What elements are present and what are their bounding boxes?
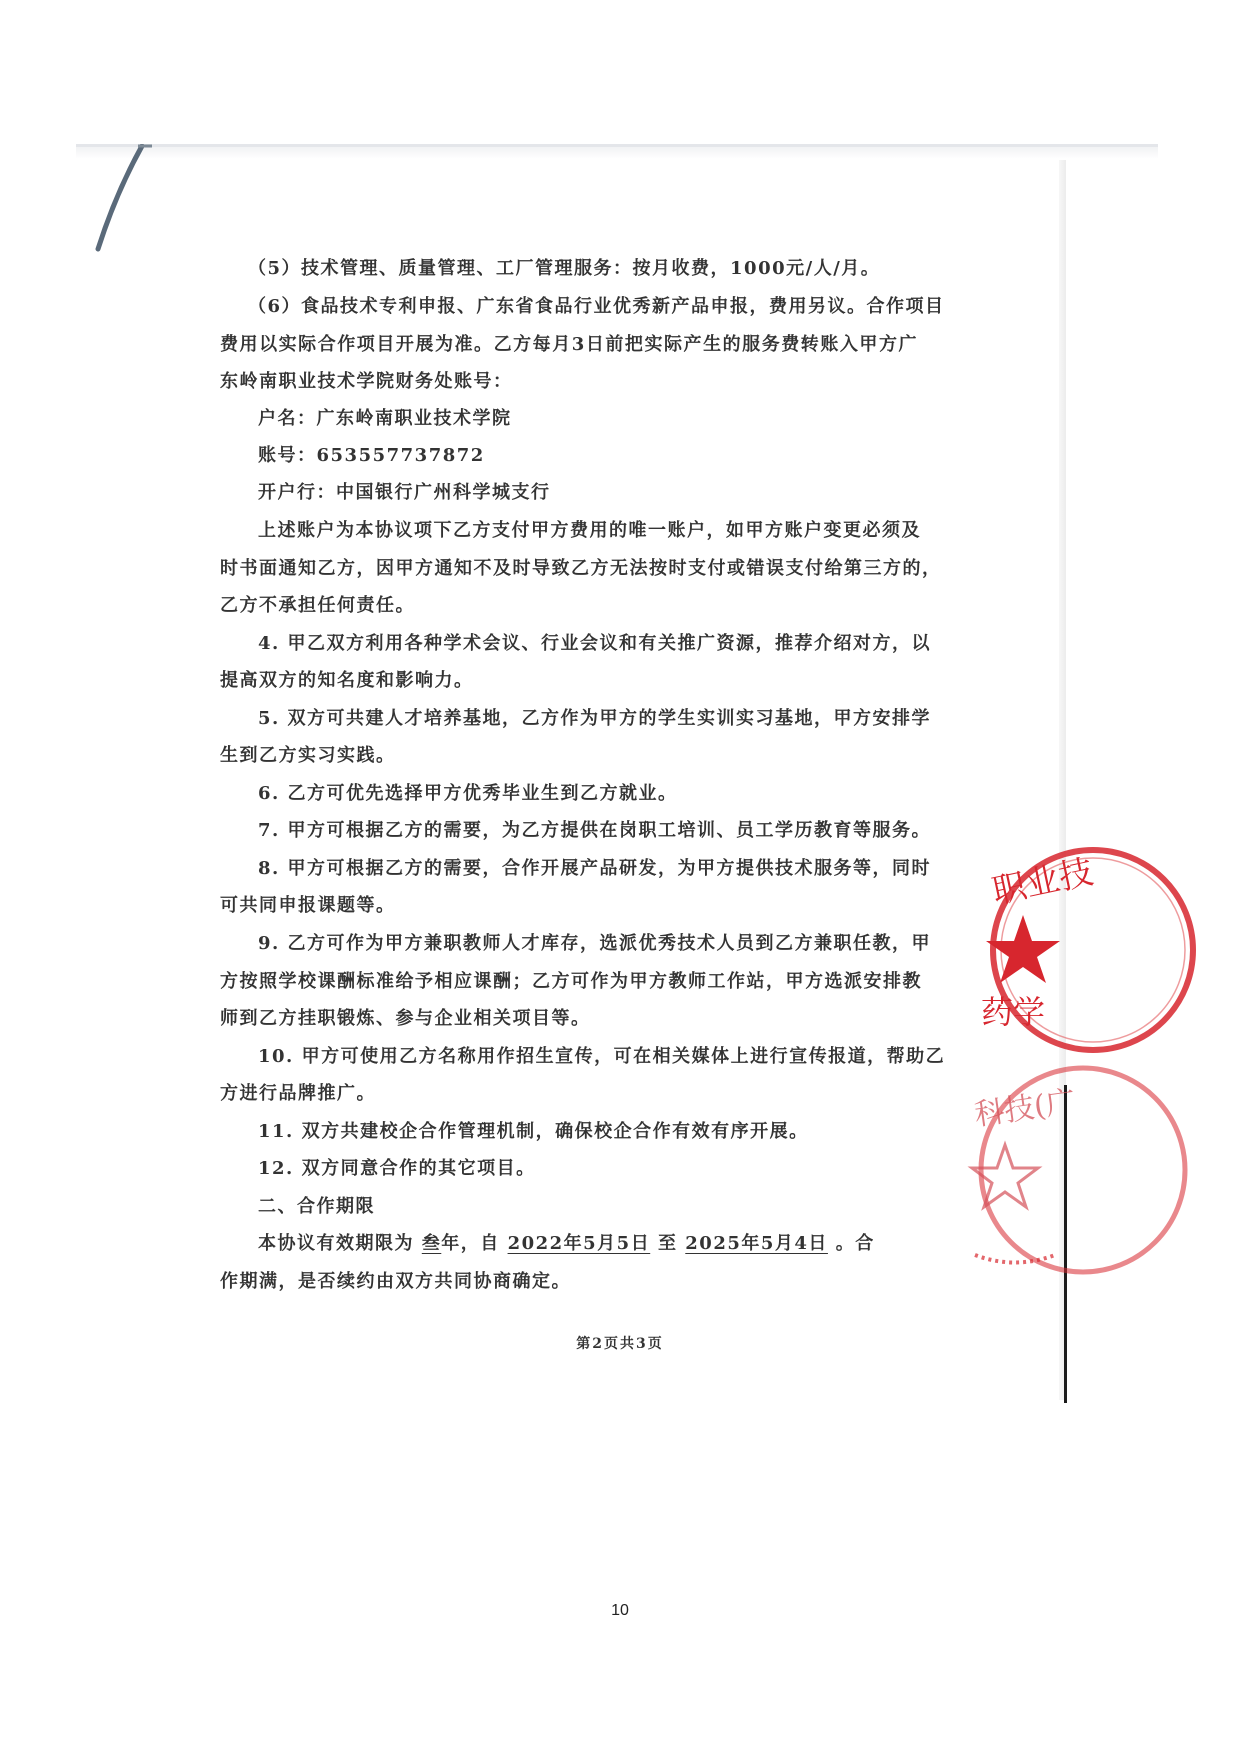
text-line: 时书面通知乙方，因甲方通知不及时导致乙方无法按时支付或错误支付给第三方的，: [220, 558, 942, 579]
text-line: 9. 乙方可作为甲方兼职教师人才库存，选派优秀技术人员到乙方兼职任教，甲: [258, 933, 932, 954]
term-suffix: 。合: [835, 1233, 875, 1254]
section-heading: 二、合作期限: [258, 1196, 375, 1217]
college-seal: [975, 845, 1097, 1055]
text-line: （6）食品技术专利申报、广东省食品行业优秀新产品申报，费用另议。合作项目: [248, 296, 945, 317]
text-line: 可共同申报课题等。: [220, 895, 396, 916]
text-line: （5）技术管理、质量管理、工厂管理服务：按月收费，1000元/人/月。: [248, 258, 881, 279]
text-line: 账号：653557737872: [258, 445, 485, 466]
text-line: 费用以实际合作项目开展为准。乙方每月3日前把实际产生的服务费转账入甲方广: [220, 334, 918, 355]
text-line: 10. 甲方可使用乙方名称用作招生宣传，可在相关媒体上进行宣传报道，帮助乙: [258, 1046, 946, 1067]
term-start-date: 2022年5月5日: [507, 1233, 651, 1254]
term-mid2: 至: [658, 1233, 678, 1254]
term-mid1: 年，自: [441, 1233, 500, 1254]
text-line: 方进行品牌推广。: [220, 1083, 376, 1104]
text-line: 12. 双方同意合作的其它项目。: [258, 1158, 536, 1179]
text-line: 方按照学校课酬标准给予相应课酬；乙方可作为甲方教师工作站，甲方选派安排教: [220, 971, 922, 992]
document-page-footer: 第2页共3页: [576, 1336, 664, 1352]
term-prefix: 本协议有效期限为: [258, 1233, 414, 1254]
text-line: 东岭南职业技术学院财务处账号：: [220, 371, 513, 392]
term-years: 叁: [421, 1233, 442, 1254]
text-line: 7. 甲方可根据乙方的需要，为乙方提供在岗职工培训、员工学历教育等服务。: [258, 820, 932, 841]
text-line: 户名：广东岭南职业技术学院: [258, 408, 512, 429]
text-line: 11. 双方共建校企合作管理机制，确保校企合作有效有序开展。: [258, 1121, 809, 1142]
text-line: 6. 乙方可优先选择甲方优秀毕业生到乙方就业。: [258, 783, 678, 804]
seal-text: 科技(广: [972, 1084, 1078, 1134]
seal-text-top: 职业技: [988, 851, 1097, 913]
text-line: 提高双方的知名度和影响力。: [220, 670, 474, 691]
text-line: 生到乙方实习实践。: [220, 745, 396, 766]
text-line: 8. 甲方可根据乙方的需要，合作开展产品研发，为甲方提供技术服务等，同时: [258, 858, 932, 879]
text-line: 上述账户为本协议项下乙方支付甲方费用的唯一账户，如甲方账户变更必须及: [258, 520, 921, 541]
page-number: 10: [611, 1602, 629, 1619]
seal-text-bottom: 药学: [981, 993, 1046, 1031]
text-line: 师到乙方挂职锻炼、参与企业相关项目等。: [220, 1008, 591, 1029]
text-line: 4. 甲乙双方利用各种学术会议、行业会议和有关推广资源，推荐介绍对方，以: [258, 633, 932, 654]
term-end-date: 2025年5月4日: [685, 1233, 828, 1254]
term-line: [258, 1233, 875, 1255]
text-line: 作期满，是否续约由双方共同协商确定。: [220, 1271, 571, 1292]
company-seal: [955, 1065, 1078, 1280]
text-line: 开户行：中国银行广州科学城支行: [258, 482, 551, 503]
text-line: 乙方不承担任何责任。: [220, 595, 415, 616]
text-line: 5. 双方可共建人才培养基地，乙方作为甲方的学生实训实习基地，甲方安排学: [258, 708, 932, 729]
